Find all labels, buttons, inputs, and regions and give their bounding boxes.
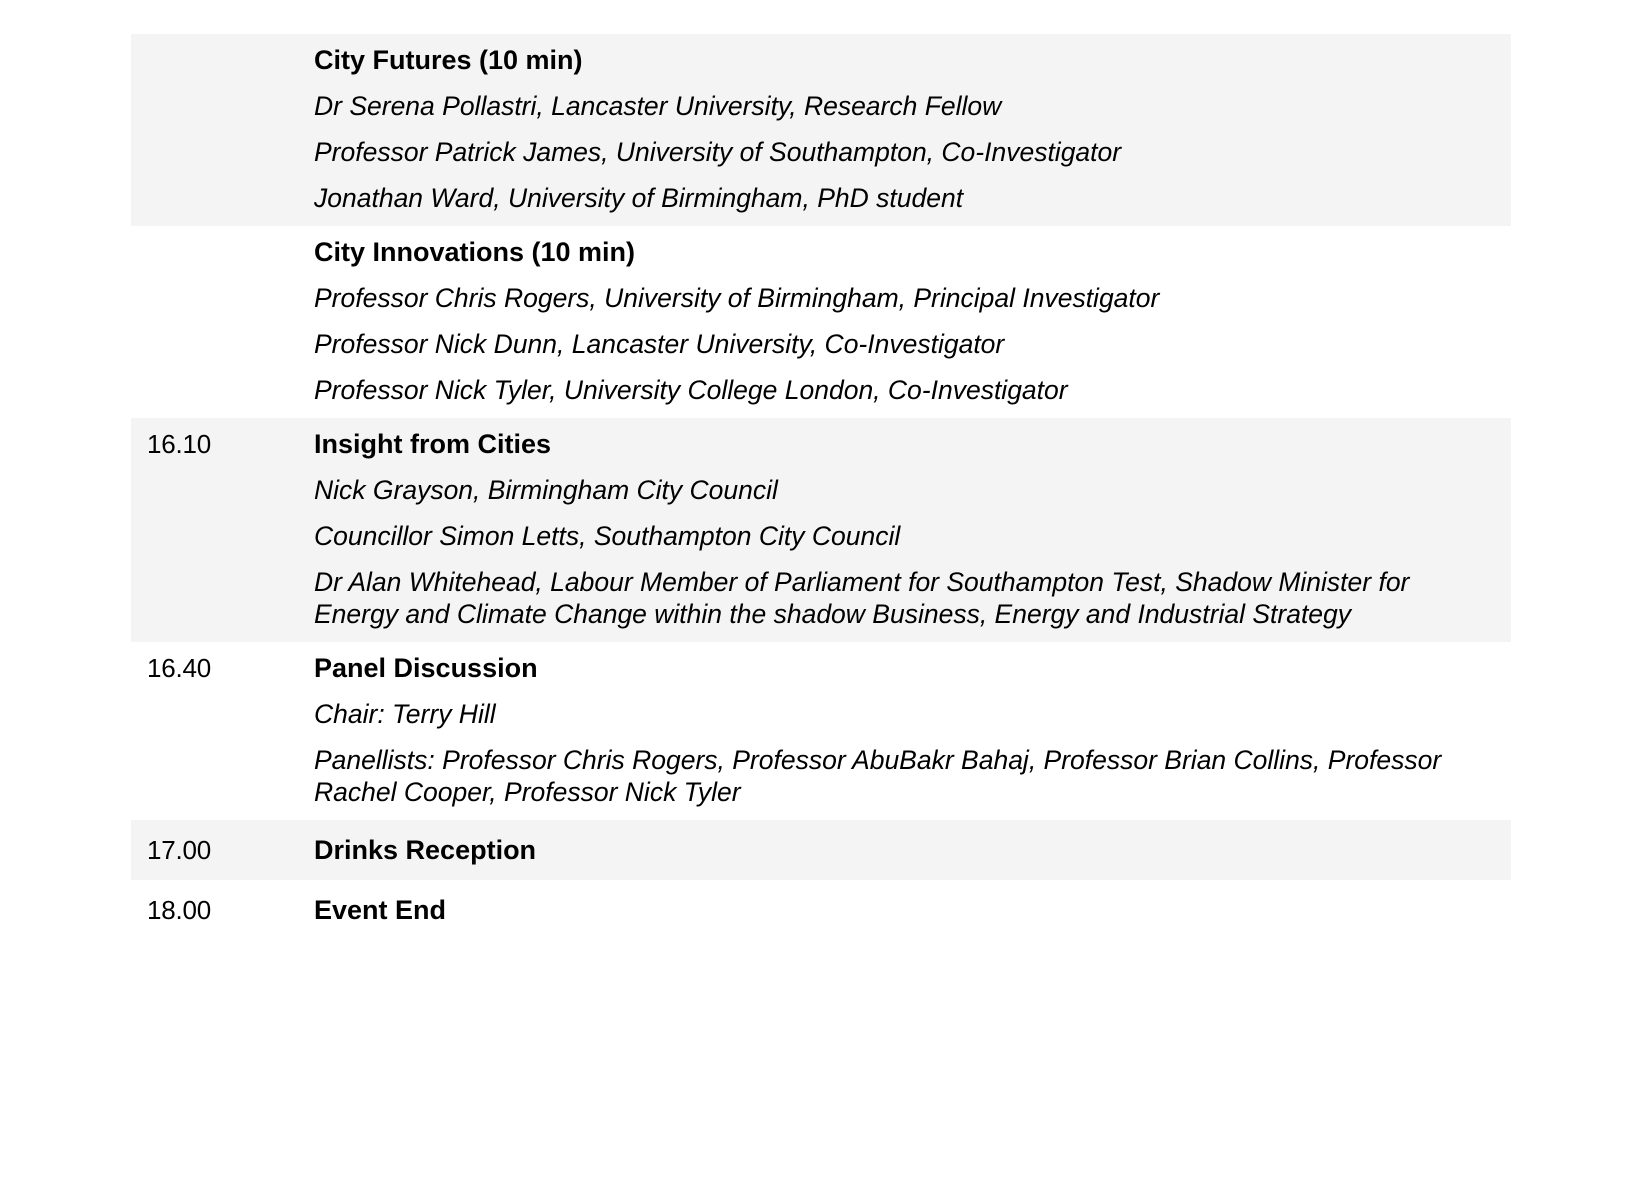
agenda-row-drinks-reception (131, 820, 1511, 880)
agenda-content (314, 44, 1511, 214)
speaker-line: Professor Patrick James, University of Southampton, Co-Investigator (314, 137, 1122, 167)
agenda-row-city-innovations (131, 226, 1511, 418)
agenda-content (314, 652, 1511, 808)
speaker-line: Professor Chris Rogers, University of Birmingham, Principal Investigator (314, 283, 1160, 313)
agenda-content (314, 428, 1511, 630)
speaker-line: Professor Nick Tyler, University College London, Co-Investigator (314, 375, 1068, 405)
agenda-time: 17.00 (147, 835, 212, 865)
agenda-time: 18.00 (147, 895, 212, 925)
speaker-line: Nick Grayson, Birmingham City Council (314, 475, 778, 505)
agenda-title: City Futures (10 min) (314, 45, 583, 75)
agenda-content (314, 236, 1511, 406)
agenda-table (131, 34, 1511, 940)
agenda-time: 16.40 (147, 653, 212, 683)
agenda-content (314, 834, 1511, 866)
agenda-title: Event End (314, 895, 447, 925)
agenda-time: 16.10 (147, 429, 212, 459)
speaker-line: Councillor Simon Letts, Southampton City Council (314, 521, 901, 551)
speaker-line: Dr Alan Whitehead, Labour Member of Parliament for Southampton Test, Shadow Minister for Energy and Climate Change within the shadow Business, Energy and Industrial Strategy (314, 567, 1410, 629)
agenda-row-panel-discussion (131, 642, 1511, 820)
agenda-row-city-futures (131, 34, 1511, 226)
speaker-line: Professor Nick Dunn, Lancaster University, Co-Investigator (314, 329, 1005, 359)
agenda-content (314, 894, 1511, 926)
agenda-title: City Innovations (10 min) (314, 237, 636, 267)
agenda-title: Panel Discussion (314, 653, 538, 683)
chair-line: Chair: Terry Hill (314, 699, 496, 729)
agenda-row-insight-from-cities (131, 418, 1511, 642)
agenda-time (131, 236, 314, 406)
panellists-line: Panellists: Professor Chris Rogers, Professor AbuBakr Bahaj, Professor Brian Collins, Professor Rachel Cooper, Professor Nick Tyler (314, 745, 1442, 807)
agenda-title: Insight from Cities (314, 429, 552, 459)
agenda-title: Drinks Reception (314, 835, 537, 865)
speaker-line: Jonathan Ward, University of Birmingham, PhD student (314, 183, 964, 213)
agenda-time (131, 44, 314, 214)
agenda-row-event-end (131, 880, 1511, 940)
speaker-line: Dr Serena Pollastri, Lancaster University, Research Fellow (314, 91, 1002, 121)
